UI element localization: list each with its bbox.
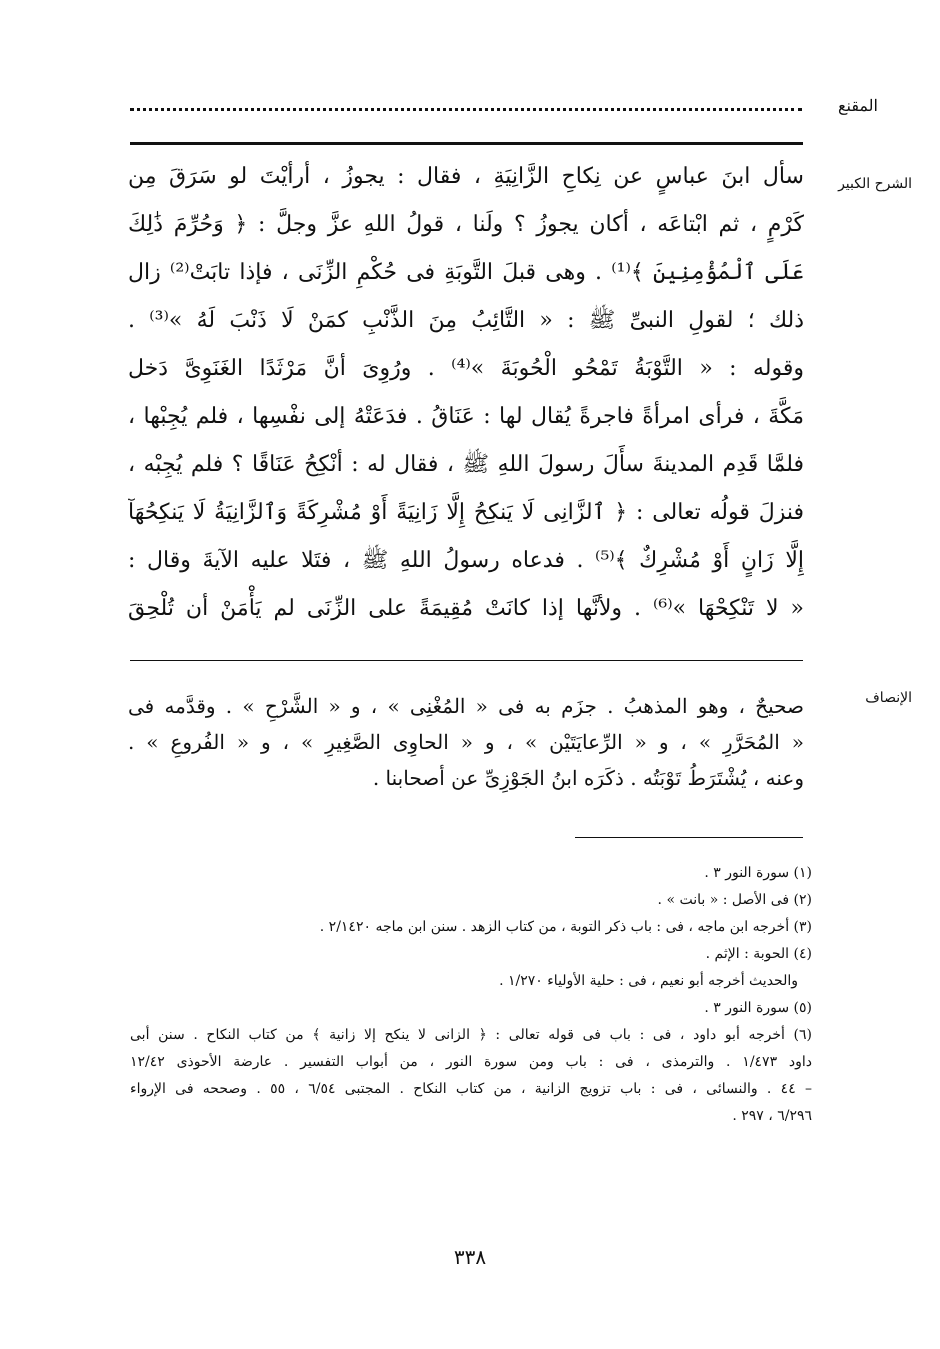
insaf-line: « المُحَرَّرِ » ، و « الرِّعايَتَيْن » ، و « الحاوِى الصَّغِيرِ » ، و « الفُروعِ » . (128, 730, 804, 754)
sharh-line: « لا تَنْكِحْهَا »⁽⁶⁾ . ولأنَّها إذا كانَتْ مُقِيمَةً على الزِّنَى لم يَأْمَنْ أن تُلْحِقَ (128, 596, 804, 621)
footnote: (٤) الحوبة : الإثم . (705, 946, 812, 962)
footnote: (٢) فى الأصل : « بانت » . (657, 892, 812, 908)
footnote: (١) سورة النور ٣ . (704, 865, 812, 881)
insaf-label: الإنصاف (865, 690, 912, 706)
footnote: والحديث أخرجه أبو نعيم ، فى : حلية الأولياء ١/٢٧٠ . (499, 973, 798, 989)
running-title: المقنع (837, 96, 878, 115)
section-divider (130, 660, 803, 661)
footnote-divider (575, 837, 803, 838)
insaf-text (128, 688, 804, 796)
footnote: داود ١/٤٧٣ . والترمذى ، فى : باب ومن سورة النور ، من أبواب التفسير . عارضة الأحوذى ١٢/٤٢ (130, 1054, 812, 1070)
sharh-label: الشرح الكبير (838, 176, 912, 192)
footnote: (٥) سورة النور ٣ . (704, 1000, 812, 1016)
footnote: – ٤٤ . والنسائى ، فى : باب تزويج الزانية ، من كتاب النكاح . المجتبى ٦/٥٤ ، ٥٥ . وصححه فى الإرواء (130, 1081, 812, 1097)
sharh-line: سأل ابنَ عباسٍ عن نِكاحِ الزَّانِيَةِ ، فقال : يجوزُ ، أرأيْتَ لو سَرَقَ مِن (128, 164, 804, 189)
footnote: (٣) أخرجه ابن ماجه ، فى : باب ذكر التوبة ، من كتاب الزهد . سنن ابن ماجه ٢/١٤٢٠ . (319, 919, 812, 935)
insaf-line: صحيحٌ ، وهو المذهبُ . جزَم به فى « المُغْنِى » ، و « الشَّرْحِ » . وقدَّمه فى (128, 694, 804, 718)
sharh-line: ذلك ؛ لقولِ النبىِّ ﷺ : « التَّائِبُ مِنَ الذَّنْبِ كمَنْ لَا ذَنْبَ لَهُ »⁽³⁾ . (128, 308, 804, 333)
sharh-line: عَلَى ٱلْمُؤْمِنِينَ ﴾⁽¹⁾ . وهى قبلَ التَّوبَةِ فى حُكْمِ الزِّنَى ، فإذا تابَتْ⁽²⁾ زال (128, 260, 804, 285)
sharh-line: كَرْمٍ ، ثم ابْتاعَه ، أكان يجوزُ ؟ ولَنا ، قولُ اللهِ عزَّ وجلَّ : ﴿ وَحُرِّمَ ذَٰلِكَ (128, 212, 804, 237)
sharh-line: فلمَّا قَدِم المدينةَ سأَلَ رسولَ اللهِ ﷺ ، فقال له : أنْكِحُ عَنَاقًا ؟ فلم يُجِبْه ، (128, 452, 804, 477)
sharh-line: مَكَّةَ ، فرأى امرأةً فاجرةً يُقال لها : عَنَاقُ . فدَعَتْهُ إلى نفْسِها ، فلم يُجِبْها ، (128, 404, 804, 429)
header-dotted-rule (130, 108, 802, 111)
header-rule (130, 142, 803, 145)
sharh-line: فنزلَ قولُه تعالى : ﴿ ٱلزَّانِى لَا يَنكِحُ إِلَّا زَانِيَةً أَوْ مُشْرِكَةً وَٱلزَّانِيَةُ لَا يَنكِحُهَآ (128, 500, 804, 525)
page-number: ٣٣٨ (453, 1245, 487, 1269)
sharh-line: وقوله : « التَّوْبَةُ تَمْحُو الْحُوبَةَ »⁽⁴⁾ . ورُوِىَ أنَّ مَرْثَدًا الغَنَوِىَّ دَخل (128, 356, 804, 381)
sharh-line: إِلَّا زَانٍ أَوْ مُشْرِكٌ ﴾⁽⁵⁾ . فدعاه رسولُ اللهِ ﷺ ، فتَلا عليه الآيةَ وقال : (128, 548, 804, 573)
footnote: (٦) أخرجه أبو داود ، فى : باب فى قوله تعالى : ﴿ الزانى لا ينكح إلا زانية ﴾ من كتاب النكاح . سنن أبى (130, 1027, 812, 1043)
insaf-line: وعنه ، يُشْتَرَطُ تَوْبَتُه . ذكَرَه ابنُ الجَوْزِىِّ عن أصحابنا . (372, 766, 804, 790)
footnotes (130, 860, 812, 1130)
sharh-text (128, 153, 804, 633)
footnote: ٦/٢٩٦ ، ٢٩٧ . (732, 1108, 812, 1124)
